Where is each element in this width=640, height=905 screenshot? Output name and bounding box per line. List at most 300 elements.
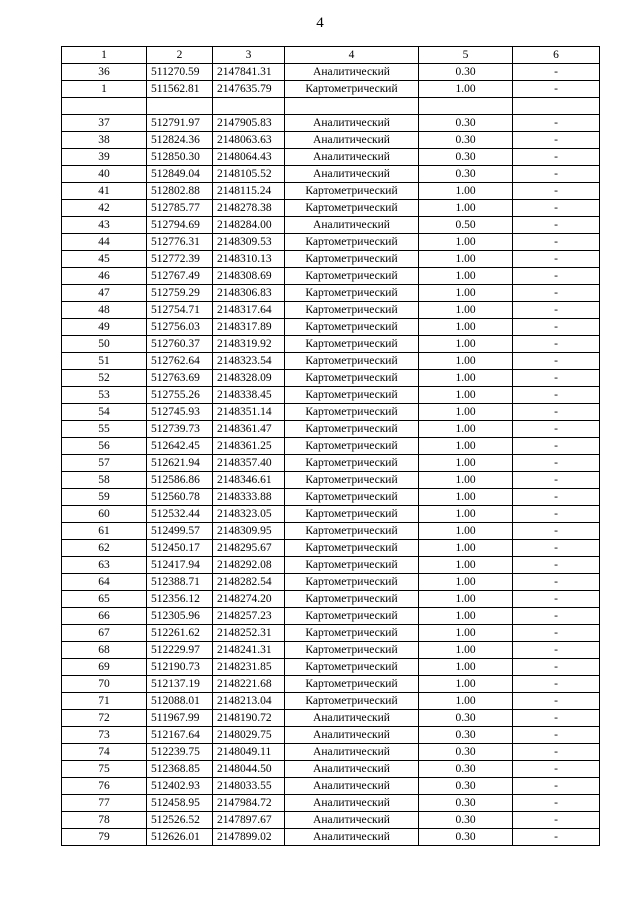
header-cell-1: 1	[62, 47, 147, 64]
y-coordinate-cell: 2148278.38	[213, 200, 285, 217]
x-coordinate-cell: 512621.94	[147, 455, 213, 472]
method-cell: Картометрический	[285, 81, 419, 98]
accuracy-cell: 1.00	[419, 404, 513, 421]
method-cell: Аналитический	[285, 115, 419, 132]
x-coordinate-cell: 512229.97	[147, 642, 213, 659]
table-row	[62, 285, 600, 302]
table-row	[62, 506, 600, 523]
method-cell: Картометрический	[285, 370, 419, 387]
table-row	[62, 455, 600, 472]
point-number-cell: 78	[62, 812, 147, 829]
method-cell: Картометрический	[285, 353, 419, 370]
note-cell: -	[513, 166, 600, 183]
accuracy-cell: 1.00	[419, 540, 513, 557]
note-cell: -	[513, 591, 600, 608]
table-row	[62, 234, 600, 251]
y-coordinate-cell: 2148319.92	[213, 336, 285, 353]
note-cell: -	[513, 557, 600, 574]
table-row	[62, 744, 600, 761]
y-coordinate-cell: 2148333.88	[213, 489, 285, 506]
x-coordinate-cell: 512754.71	[147, 302, 213, 319]
accuracy-cell	[419, 98, 513, 115]
note-cell: -	[513, 710, 600, 727]
method-cell: Аналитический	[285, 149, 419, 166]
note-cell: -	[513, 608, 600, 625]
accuracy-cell: 1.00	[419, 693, 513, 710]
x-coordinate-cell: 512261.62	[147, 625, 213, 642]
table-row	[62, 268, 600, 285]
note-cell: -	[513, 472, 600, 489]
table-row	[62, 710, 600, 727]
table-row	[62, 778, 600, 795]
y-coordinate-cell: 2147897.67	[213, 812, 285, 829]
x-coordinate-cell: 512802.88	[147, 183, 213, 200]
x-coordinate-cell: 512776.31	[147, 234, 213, 251]
header-cell-5: 5	[419, 47, 513, 64]
accuracy-cell: 1.00	[419, 353, 513, 370]
method-cell: Картометрический	[285, 489, 419, 506]
method-cell: Картометрический	[285, 455, 419, 472]
point-number-cell: 79	[62, 829, 147, 846]
note-cell: -	[513, 438, 600, 455]
method-cell: Картометрический	[285, 387, 419, 404]
y-coordinate-cell: 2148351.14	[213, 404, 285, 421]
method-cell: Аналитический	[285, 778, 419, 795]
note-cell: -	[513, 183, 600, 200]
note-cell: -	[513, 523, 600, 540]
method-cell: Аналитический	[285, 132, 419, 149]
accuracy-cell: 1.00	[419, 574, 513, 591]
point-number-cell: 60	[62, 506, 147, 523]
accuracy-cell: 1.00	[419, 200, 513, 217]
table-row	[62, 387, 600, 404]
y-coordinate-cell: 2148257.23	[213, 608, 285, 625]
accuracy-cell: 1.00	[419, 472, 513, 489]
accuracy-cell: 1.00	[419, 438, 513, 455]
method-cell: Картометрический	[285, 523, 419, 540]
table-row	[62, 523, 600, 540]
accuracy-cell: 1.00	[419, 319, 513, 336]
x-coordinate-cell: 512849.04	[147, 166, 213, 183]
y-coordinate-cell: 2148115.24	[213, 183, 285, 200]
table-row	[62, 642, 600, 659]
x-coordinate-cell: 512167.64	[147, 727, 213, 744]
header-cell-4: 4	[285, 47, 419, 64]
table-row	[62, 659, 600, 676]
table-row	[62, 438, 600, 455]
y-coordinate-cell: 2148282.54	[213, 574, 285, 591]
y-coordinate-cell: 2148317.64	[213, 302, 285, 319]
note-cell: -	[513, 115, 600, 132]
x-coordinate-cell: 512417.94	[147, 557, 213, 574]
note-cell: -	[513, 489, 600, 506]
point-number-cell: 56	[62, 438, 147, 455]
y-coordinate-cell	[213, 98, 285, 115]
method-cell: Картометрический	[285, 421, 419, 438]
x-coordinate-cell: 512137.19	[147, 676, 213, 693]
accuracy-cell: 1.00	[419, 421, 513, 438]
accuracy-cell: 1.00	[419, 659, 513, 676]
y-coordinate-cell: 2148306.83	[213, 285, 285, 302]
accuracy-cell: 1.00	[419, 387, 513, 404]
y-coordinate-cell: 2148105.52	[213, 166, 285, 183]
accuracy-cell: 1.00	[419, 523, 513, 540]
y-coordinate-cell: 2148064.43	[213, 149, 285, 166]
note-cell: -	[513, 795, 600, 812]
method-cell: Картометрический	[285, 234, 419, 251]
point-number-cell: 62	[62, 540, 147, 557]
note-cell: -	[513, 540, 600, 557]
x-coordinate-cell: 512356.12	[147, 591, 213, 608]
note-cell: -	[513, 353, 600, 370]
method-cell: Аналитический	[285, 217, 419, 234]
coordinates-table	[61, 46, 600, 846]
point-number-cell: 48	[62, 302, 147, 319]
point-number-cell: 54	[62, 404, 147, 421]
y-coordinate-cell: 2148361.47	[213, 421, 285, 438]
method-cell: Аналитический	[285, 761, 419, 778]
note-cell: -	[513, 81, 600, 98]
y-coordinate-cell: 2148274.20	[213, 591, 285, 608]
table-row	[62, 489, 600, 506]
note-cell: -	[513, 64, 600, 81]
y-coordinate-cell: 2148029.75	[213, 727, 285, 744]
accuracy-cell: 1.00	[419, 302, 513, 319]
table-row	[62, 795, 600, 812]
point-number-cell: 37	[62, 115, 147, 132]
table-row	[62, 370, 600, 387]
note-cell: -	[513, 302, 600, 319]
x-coordinate-cell: 512745.93	[147, 404, 213, 421]
method-cell: Картометрический	[285, 285, 419, 302]
point-number-cell: 39	[62, 149, 147, 166]
method-cell: Картометрический	[285, 336, 419, 353]
point-number-cell: 49	[62, 319, 147, 336]
x-coordinate-cell: 512759.29	[147, 285, 213, 302]
y-coordinate-cell: 2148361.25	[213, 438, 285, 455]
x-coordinate-cell: 512458.95	[147, 795, 213, 812]
point-number-cell: 53	[62, 387, 147, 404]
table-row	[62, 149, 600, 166]
y-coordinate-cell: 2148063.63	[213, 132, 285, 149]
x-coordinate-cell: 512850.30	[147, 149, 213, 166]
method-cell: Картометрический	[285, 540, 419, 557]
x-coordinate-cell: 512626.01	[147, 829, 213, 846]
accuracy-cell: 1.00	[419, 81, 513, 98]
x-coordinate-cell: 512586.86	[147, 472, 213, 489]
x-coordinate-cell: 512239.75	[147, 744, 213, 761]
note-cell: -	[513, 387, 600, 404]
accuracy-cell: 1.00	[419, 625, 513, 642]
x-coordinate-cell: 512088.01	[147, 693, 213, 710]
y-coordinate-cell: 2148310.13	[213, 251, 285, 268]
table-row	[62, 132, 600, 149]
y-coordinate-cell: 2148295.67	[213, 540, 285, 557]
accuracy-cell: 1.00	[419, 557, 513, 574]
note-cell: -	[513, 234, 600, 251]
point-number-cell: 71	[62, 693, 147, 710]
note-cell: -	[513, 217, 600, 234]
header-cell-2: 2	[147, 47, 213, 64]
table-row	[62, 608, 600, 625]
y-coordinate-cell: 2148309.53	[213, 234, 285, 251]
point-number-cell: 68	[62, 642, 147, 659]
accuracy-cell: 0.30	[419, 829, 513, 846]
method-cell: Картометрический	[285, 506, 419, 523]
y-coordinate-cell: 2148284.00	[213, 217, 285, 234]
accuracy-cell: 1.00	[419, 234, 513, 251]
table-row	[62, 81, 600, 98]
note-cell: -	[513, 506, 600, 523]
accuracy-cell: 0.50	[419, 217, 513, 234]
x-coordinate-cell: 512772.39	[147, 251, 213, 268]
note-cell	[513, 98, 600, 115]
x-coordinate-cell	[147, 98, 213, 115]
note-cell: -	[513, 744, 600, 761]
point-number-cell: 36	[62, 64, 147, 81]
accuracy-cell: 0.30	[419, 812, 513, 829]
accuracy-cell: 0.30	[419, 64, 513, 81]
y-coordinate-cell: 2147905.83	[213, 115, 285, 132]
accuracy-cell: 1.00	[419, 183, 513, 200]
note-cell: -	[513, 761, 600, 778]
y-coordinate-cell: 2148252.31	[213, 625, 285, 642]
point-number-cell: 59	[62, 489, 147, 506]
table-row	[62, 574, 600, 591]
accuracy-cell: 0.30	[419, 795, 513, 812]
point-number-cell: 76	[62, 778, 147, 795]
header-cell-6: 6	[513, 47, 600, 64]
method-cell: Картометрический	[285, 251, 419, 268]
x-coordinate-cell: 512642.45	[147, 438, 213, 455]
note-cell: -	[513, 149, 600, 166]
y-coordinate-cell: 2147984.72	[213, 795, 285, 812]
method-cell: Картометрический	[285, 319, 419, 336]
y-coordinate-cell: 2148231.85	[213, 659, 285, 676]
table-row	[62, 591, 600, 608]
x-coordinate-cell: 512791.97	[147, 115, 213, 132]
y-coordinate-cell: 2148357.40	[213, 455, 285, 472]
x-coordinate-cell: 512755.26	[147, 387, 213, 404]
method-cell: Аналитический	[285, 166, 419, 183]
point-number-cell: 74	[62, 744, 147, 761]
table-row	[62, 200, 600, 217]
point-number-cell: 43	[62, 217, 147, 234]
y-coordinate-cell: 2147635.79	[213, 81, 285, 98]
point-number-cell: 65	[62, 591, 147, 608]
note-cell: -	[513, 829, 600, 846]
x-coordinate-cell: 511967.99	[147, 710, 213, 727]
table-row	[62, 557, 600, 574]
accuracy-cell: 0.30	[419, 778, 513, 795]
table-row	[62, 183, 600, 200]
point-number-cell: 58	[62, 472, 147, 489]
point-number-cell: 70	[62, 676, 147, 693]
note-cell: -	[513, 421, 600, 438]
table-row	[62, 625, 600, 642]
table-row	[62, 676, 600, 693]
method-cell: Аналитический	[285, 727, 419, 744]
y-coordinate-cell: 2147899.02	[213, 829, 285, 846]
x-coordinate-cell: 511270.59	[147, 64, 213, 81]
x-coordinate-cell: 512760.37	[147, 336, 213, 353]
note-cell: -	[513, 625, 600, 642]
accuracy-cell: 1.00	[419, 591, 513, 608]
method-cell: Картометрический	[285, 302, 419, 319]
note-cell: -	[513, 659, 600, 676]
table-header	[62, 47, 600, 64]
table-row	[62, 472, 600, 489]
accuracy-cell: 1.00	[419, 455, 513, 472]
point-number-cell: 51	[62, 353, 147, 370]
x-coordinate-cell: 512560.78	[147, 489, 213, 506]
point-number-cell: 69	[62, 659, 147, 676]
accuracy-cell: 1.00	[419, 268, 513, 285]
y-coordinate-cell: 2148338.45	[213, 387, 285, 404]
table-row	[62, 217, 600, 234]
point-number-cell: 41	[62, 183, 147, 200]
note-cell: -	[513, 727, 600, 744]
accuracy-cell: 1.00	[419, 336, 513, 353]
table-row	[62, 353, 600, 370]
accuracy-cell: 1.00	[419, 608, 513, 625]
y-coordinate-cell: 2148323.05	[213, 506, 285, 523]
accuracy-cell: 1.00	[419, 506, 513, 523]
point-number-cell: 66	[62, 608, 147, 625]
note-cell: -	[513, 370, 600, 387]
table-row	[62, 302, 600, 319]
x-coordinate-cell: 512763.69	[147, 370, 213, 387]
method-cell: Аналитический	[285, 829, 419, 846]
method-cell: Аналитический	[285, 744, 419, 761]
y-coordinate-cell: 2147841.31	[213, 64, 285, 81]
table-row	[62, 404, 600, 421]
method-cell: Аналитический	[285, 812, 419, 829]
point-number-cell: 75	[62, 761, 147, 778]
y-coordinate-cell: 2148033.55	[213, 778, 285, 795]
point-number-cell: 52	[62, 370, 147, 387]
point-number-cell: 55	[62, 421, 147, 438]
accuracy-cell: 0.30	[419, 727, 513, 744]
method-cell: Картометрический	[285, 642, 419, 659]
note-cell: -	[513, 693, 600, 710]
point-number-cell: 47	[62, 285, 147, 302]
method-cell	[285, 98, 419, 115]
table-row	[62, 421, 600, 438]
table-row	[62, 336, 600, 353]
point-number-cell: 44	[62, 234, 147, 251]
x-coordinate-cell: 512756.03	[147, 319, 213, 336]
accuracy-cell: 1.00	[419, 370, 513, 387]
method-cell: Картометрический	[285, 591, 419, 608]
method-cell: Картометрический	[285, 659, 419, 676]
note-cell: -	[513, 812, 600, 829]
accuracy-cell: 0.30	[419, 115, 513, 132]
point-number-cell	[62, 98, 147, 115]
point-number-cell: 38	[62, 132, 147, 149]
method-cell: Картометрический	[285, 200, 419, 217]
x-coordinate-cell: 511562.81	[147, 81, 213, 98]
table-row	[62, 64, 600, 81]
point-number-cell: 63	[62, 557, 147, 574]
point-number-cell: 40	[62, 166, 147, 183]
method-cell: Аналитический	[285, 795, 419, 812]
x-coordinate-cell: 512388.71	[147, 574, 213, 591]
x-coordinate-cell: 512450.17	[147, 540, 213, 557]
accuracy-cell: 1.00	[419, 285, 513, 302]
method-cell: Картометрический	[285, 676, 419, 693]
accuracy-cell: 0.30	[419, 149, 513, 166]
header-row	[62, 47, 600, 64]
point-number-cell: 73	[62, 727, 147, 744]
table-row	[62, 812, 600, 829]
table-row	[62, 761, 600, 778]
y-coordinate-cell: 2148323.54	[213, 353, 285, 370]
table-row	[62, 727, 600, 744]
note-cell: -	[513, 336, 600, 353]
point-number-cell: 57	[62, 455, 147, 472]
note-cell: -	[513, 268, 600, 285]
accuracy-cell: 1.00	[419, 489, 513, 506]
note-cell: -	[513, 642, 600, 659]
note-cell: -	[513, 574, 600, 591]
y-coordinate-cell: 2148309.95	[213, 523, 285, 540]
x-coordinate-cell: 512499.57	[147, 523, 213, 540]
table-row	[62, 98, 600, 115]
method-cell: Картометрический	[285, 625, 419, 642]
point-number-cell: 42	[62, 200, 147, 217]
note-cell: -	[513, 676, 600, 693]
x-coordinate-cell: 512794.69	[147, 217, 213, 234]
accuracy-cell: 1.00	[419, 251, 513, 268]
table-row	[62, 166, 600, 183]
method-cell: Картометрический	[285, 268, 419, 285]
note-cell: -	[513, 251, 600, 268]
y-coordinate-cell: 2148190.72	[213, 710, 285, 727]
method-cell: Картометрический	[285, 183, 419, 200]
table-row	[62, 540, 600, 557]
accuracy-cell: 0.30	[419, 744, 513, 761]
method-cell: Картометрический	[285, 438, 419, 455]
y-coordinate-cell: 2148346.61	[213, 472, 285, 489]
y-coordinate-cell: 2148044.50	[213, 761, 285, 778]
y-coordinate-cell: 2148308.69	[213, 268, 285, 285]
x-coordinate-cell: 512762.64	[147, 353, 213, 370]
method-cell: Картометрический	[285, 693, 419, 710]
table-row	[62, 251, 600, 268]
note-cell: -	[513, 778, 600, 795]
table-body	[62, 64, 600, 846]
x-coordinate-cell: 512739.73	[147, 421, 213, 438]
point-number-cell: 64	[62, 574, 147, 591]
table-row	[62, 693, 600, 710]
y-coordinate-cell: 2148328.09	[213, 370, 285, 387]
point-number-cell: 77	[62, 795, 147, 812]
accuracy-cell: 1.00	[419, 642, 513, 659]
accuracy-cell: 1.00	[419, 676, 513, 693]
method-cell: Картометрический	[285, 608, 419, 625]
note-cell: -	[513, 455, 600, 472]
method-cell: Аналитический	[285, 710, 419, 727]
point-number-cell: 61	[62, 523, 147, 540]
accuracy-cell: 0.30	[419, 761, 513, 778]
x-coordinate-cell: 512767.49	[147, 268, 213, 285]
accuracy-cell: 0.30	[419, 166, 513, 183]
note-cell: -	[513, 132, 600, 149]
x-coordinate-cell: 512824.36	[147, 132, 213, 149]
point-number-cell: 46	[62, 268, 147, 285]
x-coordinate-cell: 512526.52	[147, 812, 213, 829]
